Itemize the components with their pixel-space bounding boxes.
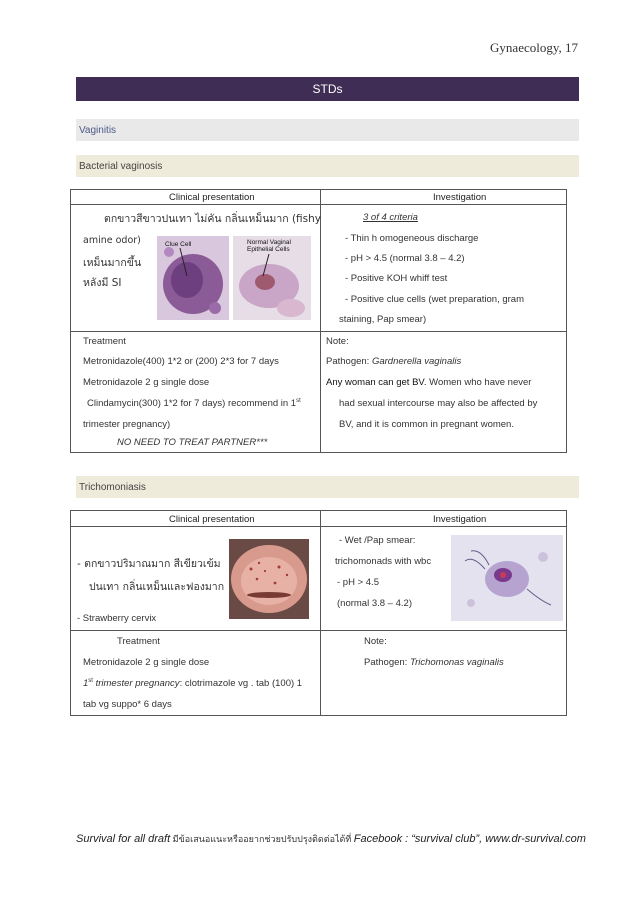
bv-investigation-line: staining, Pap smear): [339, 314, 427, 325]
trich-investigation-line: - Wet /Pap smear:: [339, 535, 416, 546]
bv-note-label: Note:: [326, 336, 349, 347]
bv-investigation-line: - Positive clue cells (wet preparation, gram: [345, 294, 524, 305]
bv-treatment-line: Metronidazole(400) 1*2 or (200) 2*3 for 7 days: [83, 356, 279, 367]
trich-trimester-num: 1: [83, 678, 89, 690]
bv-note-text: Women who have never: [426, 377, 532, 388]
trich-treatment-rest: : clotrimazole vg . tab (100) 1: [179, 678, 303, 690]
section-bacterial-vaginosis: Bacterial vaginosis: [76, 155, 579, 177]
trich-table: [70, 510, 567, 716]
trichomonas-micrograph-image: [451, 535, 563, 621]
trich-investigation-line: trichomonads with wbc: [335, 556, 432, 567]
bv-treatment-line: trimester pregnancy): [83, 419, 171, 430]
bv-note-bold: Any woman can get BV.: [326, 377, 427, 388]
bv-investigation-line: - Positive KOH whiff test: [345, 273, 448, 284]
trich-treatment-line: tab vg suppo* 6 days: [83, 699, 172, 710]
strawberry-cervix-image: [229, 539, 309, 619]
trich-pathogen-prefix: Pathogen:: [364, 657, 410, 668]
bv-col-clinical: Clinical presentation: [169, 192, 255, 203]
bv-table: [70, 189, 567, 453]
trich-trimester-text: trimester pregnancy: [92, 678, 180, 690]
bv-criteria-title: 3 of 4 criteria: [363, 212, 418, 223]
bv-treatment-label: Treatment: [83, 336, 126, 347]
clue-cell-label: Clue Cell: [165, 241, 192, 248]
footer-brand: Survival for all draft: [76, 833, 171, 845]
trich-treatment-line: Metronidazole 2 g single dose: [83, 657, 210, 668]
section-trichomoniasis: Trichomoniasis: [76, 476, 579, 498]
trich-pathogen-name: Trichomonas vaginalis: [409, 657, 504, 668]
bv-note-line: BV, and it is common in pregnant women.: [339, 419, 514, 430]
normal-cell-label-1: Normal Vaginal: [247, 239, 291, 246]
bv-clinical-line: หลังมี SI: [83, 277, 122, 289]
page-header: Gynaecology, 17: [490, 40, 578, 55]
bv-clinical-line: ตกขาวสีขาวปนเทา ไม่คัน กลิ่นเหม็นมาก (fishy: [104, 213, 321, 225]
bv-treatment-text: Clindamycin(300) 1*2 for 7 days) recommend in 1: [87, 398, 297, 410]
footer-contact: Facebook : “survival club”, www.dr-survival.com: [353, 833, 586, 845]
trich-col-clinical: Clinical presentation: [169, 514, 255, 525]
bv-note-line: had sexual intercourse may also be affected by: [339, 398, 538, 409]
bv-clinical-line: amine odor): [83, 235, 141, 246]
trich-clinical-line: - Strawberry cervix: [77, 613, 157, 624]
trich-clinical-line: - ตกขาวปริมาณมาก สีเขียวเข้ม: [77, 558, 221, 570]
bv-treatment-line: [87, 398, 301, 409]
bv-treatment-sup: st: [296, 398, 301, 404]
bv-clinical-line: เหม็นมากขึ้น: [83, 257, 142, 269]
page-footer: [76, 832, 586, 846]
trich-col-investigation: Investigation: [433, 514, 487, 525]
section-vaginitis: Vaginitis: [76, 119, 579, 141]
page-title: STDs: [312, 82, 343, 96]
trich-pathogen: [364, 657, 504, 668]
bv-pathogen: [326, 356, 461, 367]
bv-partner-note: NO NEED TO TREAT PARTNER***: [117, 437, 268, 448]
trich-investigation-line: (normal 3.8 – 4.2): [337, 598, 412, 609]
trich-note-label: Note:: [364, 636, 387, 647]
footer-thai: มีข้อเสนอแนะหรืออยากช่วยปรับปรุงติดต่อได้ที่: [170, 834, 354, 844]
trich-clinical-line: ปนเทา กลิ่นเหม็นและฟองมาก: [89, 581, 225, 593]
bv-col-investigation: Investigation: [433, 192, 487, 203]
trich-treatment-line: [83, 678, 302, 689]
bv-note-line: [326, 377, 531, 388]
bv-treatment-line: Metronidazole 2 g single dose: [83, 377, 210, 388]
bv-pathogen-prefix: Pathogen:: [326, 356, 372, 367]
normal-cell-label-2: Epithelial Cells: [247, 246, 290, 253]
title-bar: [76, 77, 579, 101]
bv-micrograph-image: [157, 236, 311, 320]
bv-pathogen-name: Gardnerella vaginalis: [371, 356, 462, 367]
bv-investigation-line: - Thin h omogeneous discharge: [345, 233, 479, 244]
bv-investigation-line: - pH > 4.5 (normal 3.8 – 4.2): [345, 253, 465, 264]
trich-treatment-sup: st: [88, 678, 93, 684]
trich-treatment-label: Treatment: [117, 636, 160, 647]
trich-investigation-line: - pH > 4.5: [337, 577, 379, 588]
